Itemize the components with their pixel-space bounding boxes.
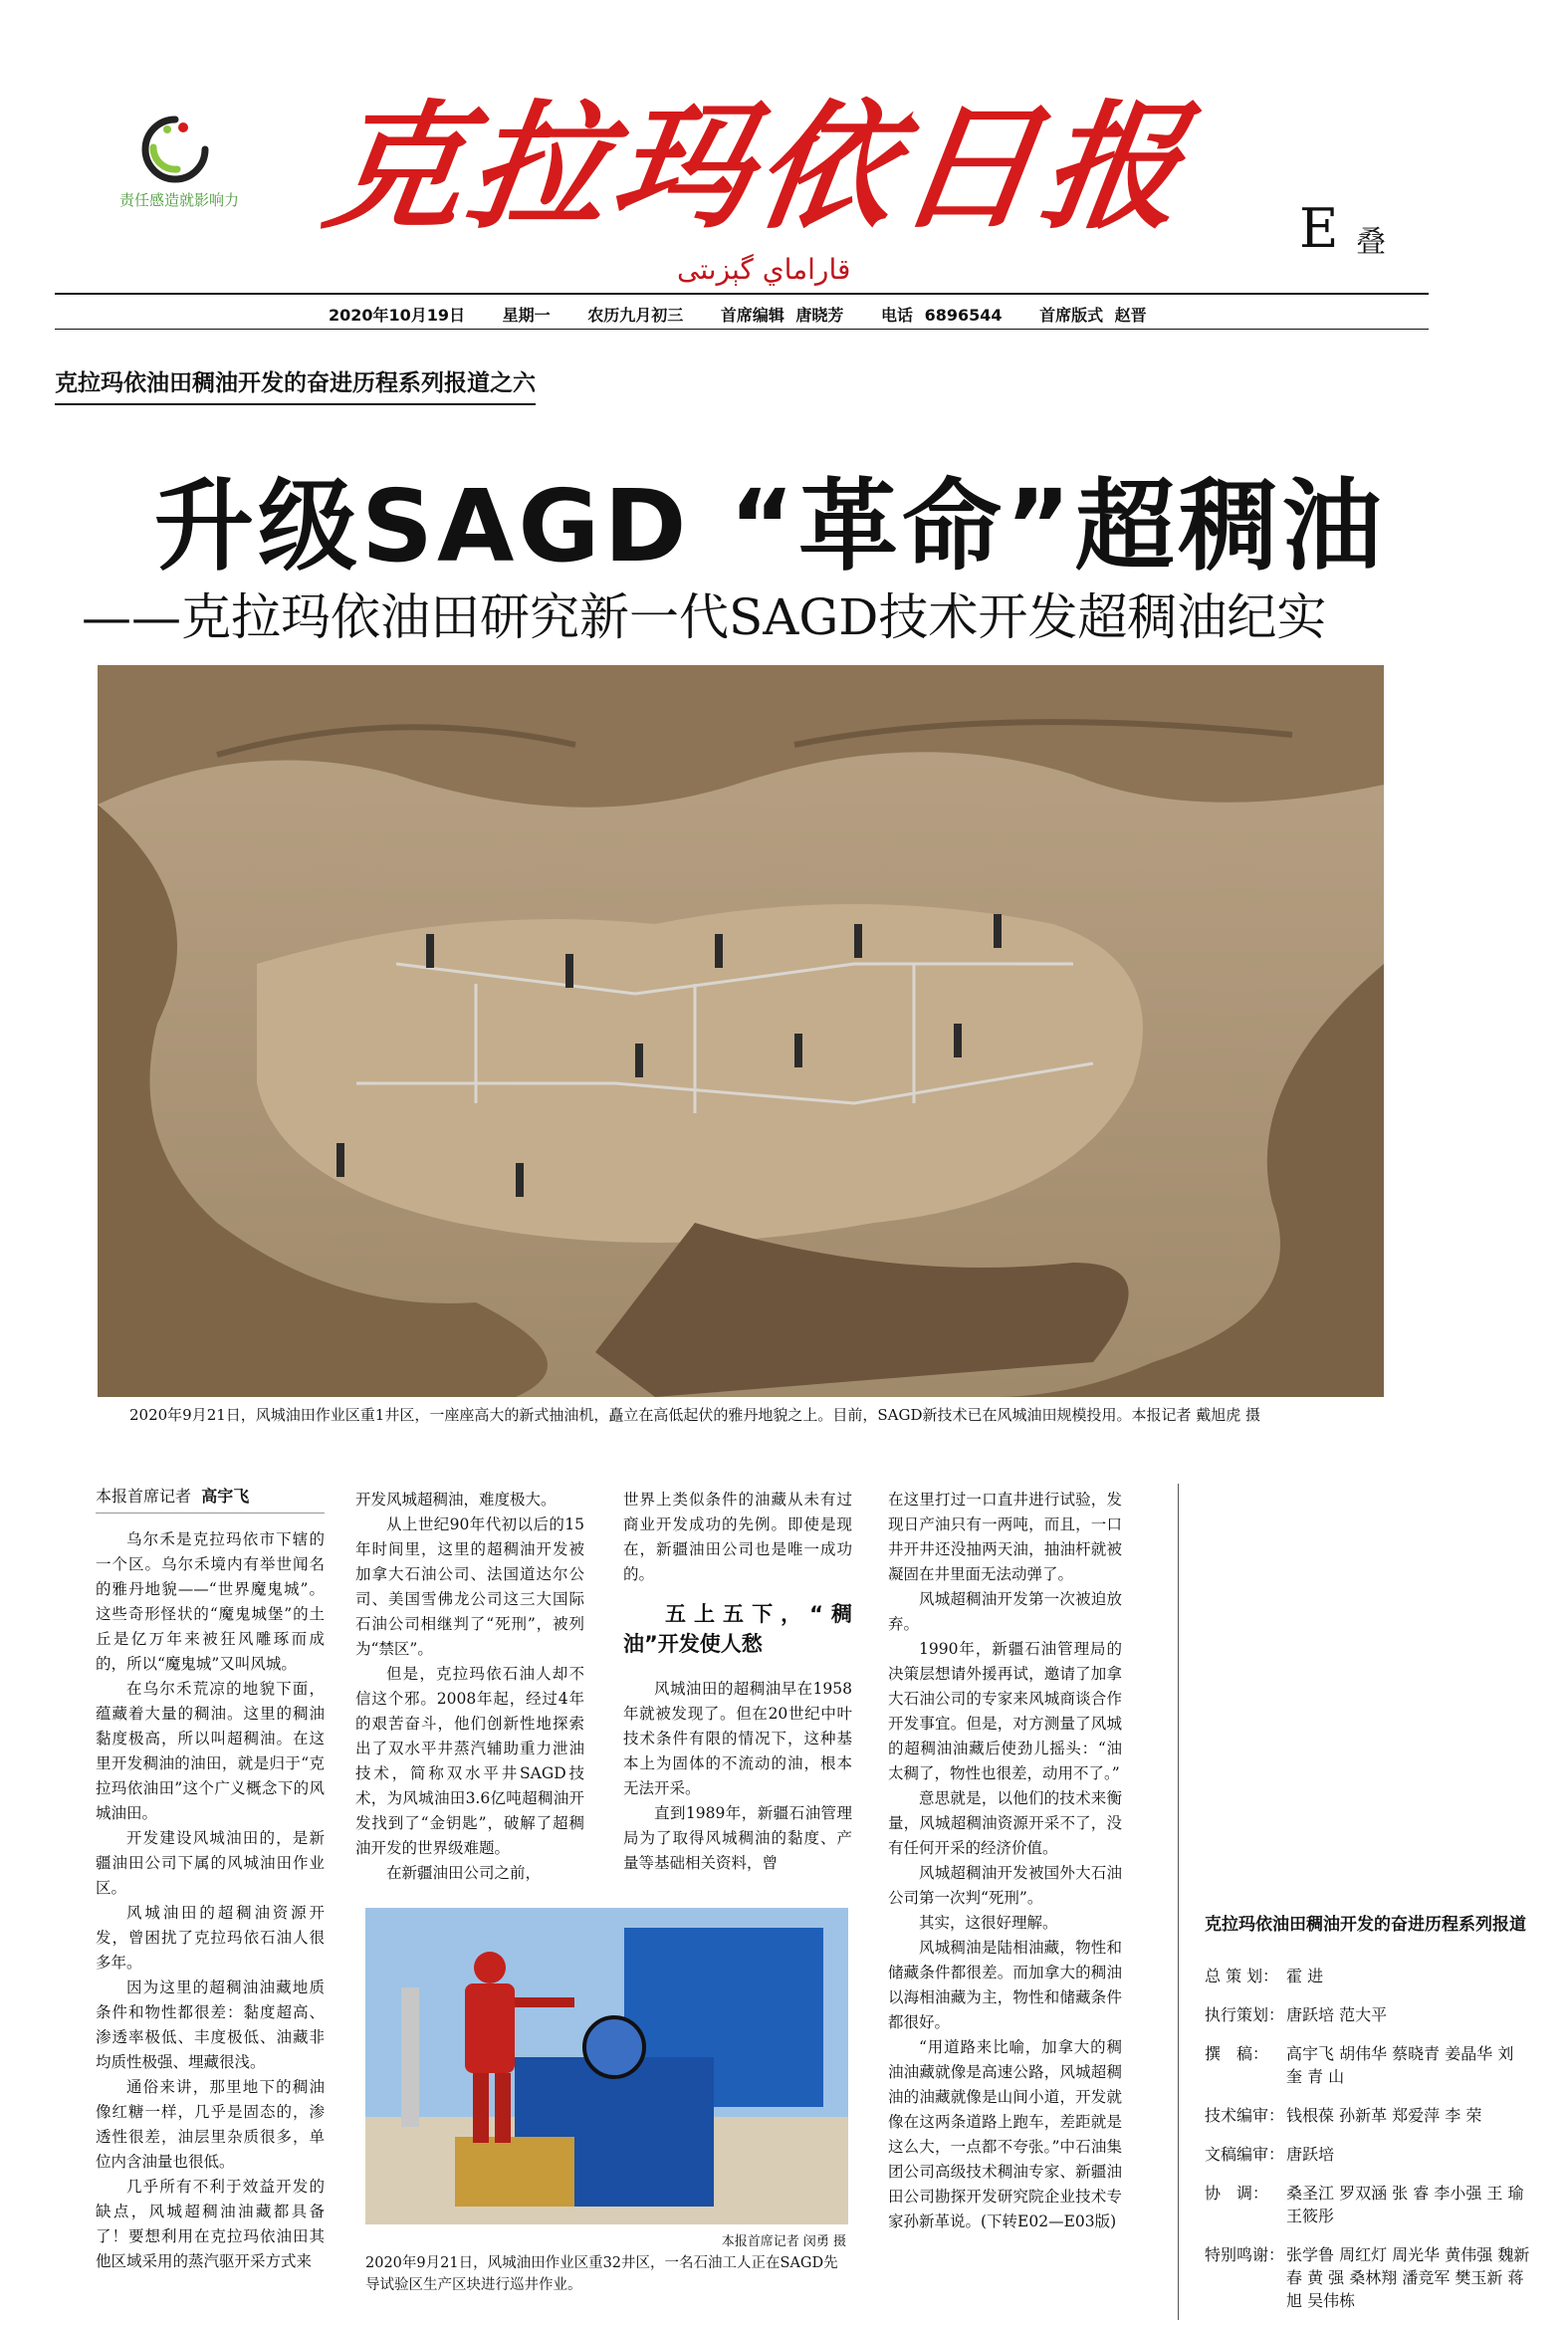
layout-editor: 首席版式 赵晋 <box>1039 306 1147 325</box>
series-credits <box>1205 1912 1533 2328</box>
lunar-date: 农历九月初三 <box>587 306 684 325</box>
paragraph: 因为这里的超稠油油藏地质条件和物性都很差：黏度超高、渗透率极低、丰度极低、油藏非均质性极强、埋藏很浅。 <box>96 1979 325 2071</box>
paragraph: 在这里打过一口直井进行试验，发现日产油只有一两吨，而且，一口井开井还没抽两天油，抽油杆就被凝固在井里面无法动弹了。 <box>888 1491 1122 1583</box>
credit-names: 唐跃培 <box>1286 2145 1335 2164</box>
masthead-rule-bottom <box>55 329 1429 330</box>
byline <box>96 1484 325 1514</box>
issue-weekday: 星期一 <box>502 306 551 325</box>
paragraph: 从上世纪90年代初以后的15年时间里，这里的超稠油开发被加拿大石油公司、法国道达尔公司、美国雪佛龙公司这三大国际石油公司相继判了“死刑”，被列为“禁区”。 <box>355 1515 584 1658</box>
credit-role: 执行策划： <box>1205 2005 1285 2024</box>
credit-row <box>1205 1965 1533 1987</box>
chief-editor: 首席编辑 唐晓芳 <box>720 306 844 325</box>
newspaper-name: 克拉玛依日报 <box>316 86 1199 248</box>
paragraph: 开发建设风城油田的，是新疆油田公司下属的风城油田作业区。 <box>96 1829 325 1897</box>
article-column-2 <box>355 1488 584 1886</box>
newspaper-name-uyghur: قاراماي گېزىتى <box>677 253 851 286</box>
series-tag: 克拉玛依油田稠油开发的奋进历程系列报道之六 <box>55 364 536 405</box>
paragraph: 在乌尔禾荒凉的地貌下面，蕴藏着大量的稠油。这里的稠油黏度极高，所以叫超稠油。在这里开发稠油的油田，就是归于“克拉玛依油田”这个广义概念下的风城油田。 <box>96 1680 325 1822</box>
credit-row <box>1205 2182 1533 2227</box>
paragraph: 1990年，新疆石油管理局的决策层想请外援再试，邀请了加拿大石油公司的专家来风城商谈合作开发事宜。但是，对方测量了风城的超稠油油藏后使劲儿摇头：“油太稠了，物性也很差，动用不了。” <box>888 1640 1122 1782</box>
byline-name: 高宇飞 <box>201 1487 250 1506</box>
dateline <box>329 303 1173 326</box>
credit-role: 文稿编审： <box>1205 2145 1285 2164</box>
paragraph: 风城超稠油开发被国外大石油公司第一次判“死刑”。 <box>888 1864 1122 1907</box>
main-photo-oilfield-aerial <box>98 665 1384 1397</box>
credit-names: 桑圣江 罗双涵 张 睿 李小强 王 瑜 王筱彤 <box>1286 2184 1524 2225</box>
byline-role: 本报首席记者 <box>96 1487 192 1506</box>
credit-row <box>1205 2104 1533 2127</box>
paragraph: 其实，这很好理解。 <box>919 1914 1058 1932</box>
credit-row <box>1205 2243 1533 2312</box>
worker-photo-credit: 本报首席记者 闵勇 摄 <box>721 2234 846 2249</box>
paragraph: 意思就是，以他们的技术来衡量，风城超稠油资源开采不了，没有任何开采的经济价值。 <box>888 1789 1122 1857</box>
article-column-4 <box>888 1488 1122 2234</box>
paragraph: “用道路来比喻，加拿大的稠油油藏就像是高速公路，风城超稠油的油藏就像是山间小道，开发就像在这两条道路上跑车，差距就是这么大，一点都不夸张。”中石油集团公司高级技术稠油专家、新疆油田公司勘探开发研究院企业技术专家孙新革说。(下转E02—E03版) <box>888 2038 1122 2230</box>
paragraph: 世界上类似条件的油藏从未有过商业开发成功的先例。即使是现在，新疆油田公司也是唯一成功的。 <box>623 1491 852 1583</box>
paragraph: 在新疆油田公司之前， <box>386 1864 542 1882</box>
paragraph: 开发风城超稠油，难度极大。 <box>355 1491 557 1509</box>
credit-role: 撰 稿： <box>1205 2044 1269 2063</box>
credit-row <box>1205 2042 1533 2088</box>
credit-row <box>1205 2003 1533 2026</box>
paragraph: 直到1989年，新疆石油管理局为了取得风城稠油的黏度、产量等基础相关资料，曾 <box>623 1804 852 1872</box>
credit-row <box>1205 2143 1533 2166</box>
phone-number: 电话 6896544 <box>881 306 1003 325</box>
newspaper-logo-icon <box>137 112 213 187</box>
masthead-rule-top <box>55 293 1429 295</box>
headline: 升级SAGD “革命”超稠油 <box>154 468 1386 584</box>
sidebar-divider <box>1178 1484 1179 2320</box>
logo-slogan: 责任感造就影响力 <box>118 191 239 209</box>
issue-date: 2020年10月19日 <box>329 306 466 325</box>
credit-role: 总 策 划： <box>1205 1967 1279 1985</box>
credit-names: 霍 进 <box>1286 1967 1324 1985</box>
credit-names: 张学鲁 周红灯 周光华 黄伟强 魏新春 黄 强 桑林翔 潘竞军 樊玉新 蒋 旭 吴伟栋 <box>1286 2245 1530 2310</box>
edition-letter: E <box>1299 197 1339 260</box>
paragraph: 风城稠油是陆相油藏，物性和储藏条件都很差。而加拿大的稠油以海相油藏为主，物性和储藏条件都很好。 <box>888 1939 1122 2031</box>
worker-photo <box>365 1908 848 2224</box>
credit-role: 特别鸣谢： <box>1205 2245 1285 2264</box>
paragraph: 风城油田的超稠油资源开发，曾困扰了克拉玛依石油人很多年。 <box>96 1904 325 1972</box>
credits-title: 克拉玛依油田稠油开发的奋进历程系列报道 <box>1205 1915 1526 1935</box>
edition-label: 叠 <box>1356 225 1386 260</box>
paragraph: 通俗来讲，那里地下的稠油像红糖一样，几乎是固态的，渗透性很差，油层里杂质很多，单位内含油量也很低。 <box>96 2078 325 2171</box>
credit-role: 协 调： <box>1205 2184 1269 2203</box>
article-column-3 <box>623 1488 852 1876</box>
paragraph: 但是，克拉玛依石油人却不信这个邪。2008年起，经过4年的艰苦奋斗，他们创新性地探索出了双水平井蒸汽辅助重力泄油技术，简称双水平井SAGD技术，为风城油田3.6亿吨超稠油开发找到了“金钥匙”，破解了超稠油开发的世界级难题。 <box>355 1665 584 1857</box>
worker-photo-caption: 2020年9月21日，风城油田作业区重32井区，一名石油工人正在SAGD先导试验区生产区块进行巡井作业。 <box>365 2255 838 2293</box>
credit-names: 钱根葆 孙新革 郑爱萍 李 荣 <box>1286 2106 1482 2125</box>
credit-names: 唐跃培 范大平 <box>1286 2005 1388 2024</box>
paragraph: 乌尔禾是克拉玛依市下辖的一个区。乌尔禾境内有举世闻名的雅丹地貌——“世界魔鬼城”。这些奇形怪状的“魔鬼城堡”的土丘是亿万年来被狂风雕琢而成的，所以“魔鬼城”又叫风城。 <box>96 1530 325 1673</box>
section-subhead: 五上五下，“稠油”开发使人愁 <box>623 1602 852 1656</box>
paragraph: 风城超稠油开发第一次被迫放弃。 <box>888 1590 1122 1633</box>
credit-role: 技术编审： <box>1205 2106 1285 2125</box>
main-photo-caption: 2020年9月21日，风城油田作业区重1井区，一座座高大的新式抽油机，矗立在高低起伏的雅丹地貌之上。目前，SAGD新技术已在风城油田规模投用。本报记者 戴旭虎 摄 <box>129 1406 1261 1424</box>
paragraph: 风城油田的超稠油早在1958年就被发现了。但在20世纪中叶技术条件有限的情况下，这种基本上为固体的不流动的油，根本无法开采。 <box>623 1680 852 1797</box>
credit-names: 高宇飞 胡伟华 蔡晓青 姜晶华 刘 奎 青 山 <box>1286 2044 1514 2086</box>
article-column-1 <box>96 1484 325 2274</box>
paragraph: 几乎所有不利于效益开发的缺点，风城超稠油油藏都具备了！要想利用在克拉玛依油田其他区域采用的蒸汽驱开采方式来 <box>96 2178 325 2270</box>
subheadline: ——克拉玛依油田研究新一代SAGD技术开发超稠油纪实 <box>82 588 1327 646</box>
